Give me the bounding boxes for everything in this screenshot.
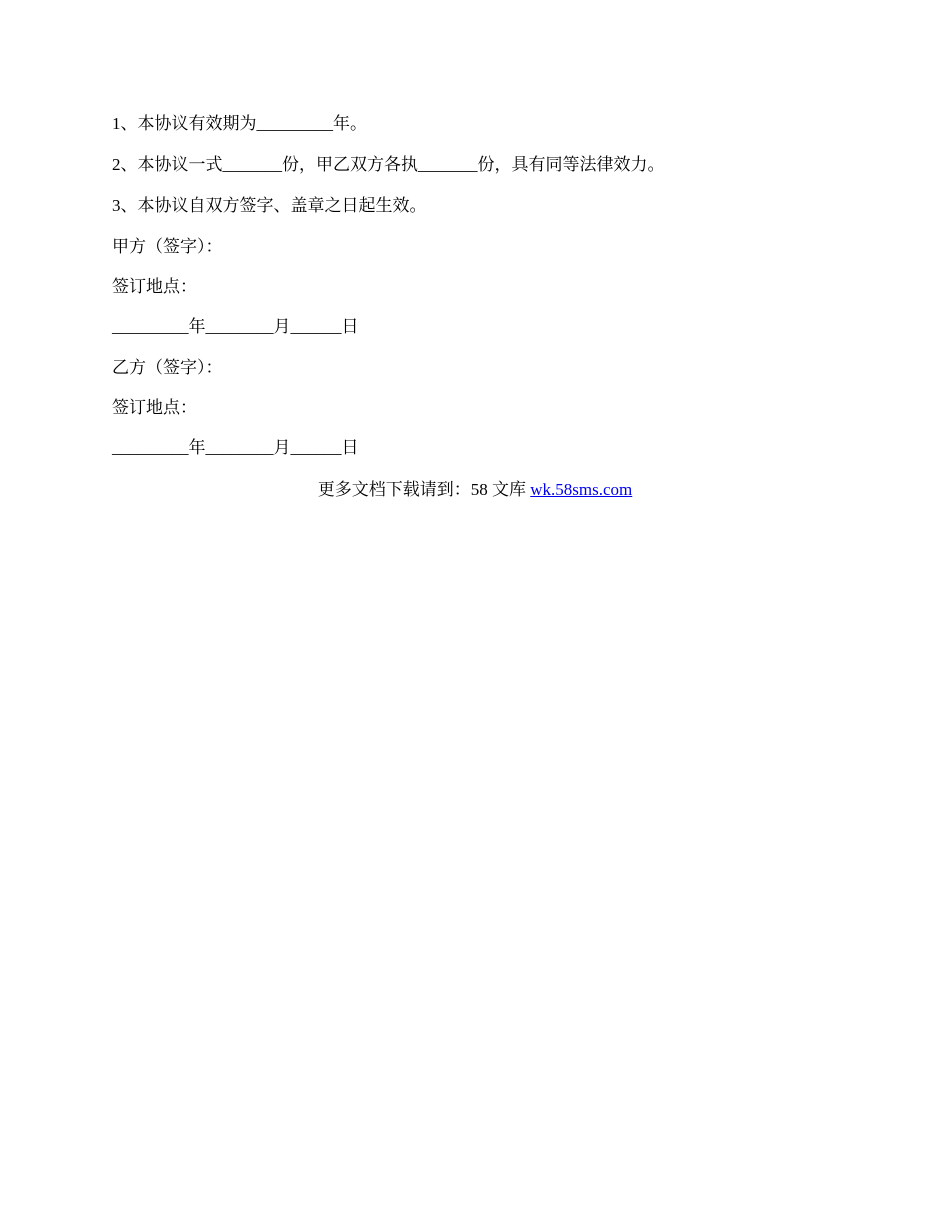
party-b-month-label: 月	[273, 438, 291, 458]
party-a-year-blank: _________	[112, 317, 189, 336]
party-b-place-label: 签订地点：	[112, 398, 197, 418]
clause-2-text: 本协议一式	[137, 155, 223, 175]
clause-2-number: 2、	[112, 155, 138, 174]
party-a-year-label: 年	[188, 317, 206, 337]
party-b-month-blank: ________	[205, 438, 274, 457]
footer	[0, 478, 950, 502]
clause-3-number: 3、	[112, 196, 138, 215]
party-a-date	[112, 315, 359, 339]
clause-2-blank-each: _______	[418, 155, 478, 174]
clause-2-middle: 份，甲乙双方各执	[282, 155, 418, 175]
party-b-day-label: 日	[341, 438, 359, 458]
clause-2-suffix: 份，具有同等法律效力。	[477, 155, 665, 175]
party-b-date	[112, 436, 359, 460]
party-b-year-blank: _________	[112, 438, 189, 457]
clause-2	[112, 153, 665, 177]
party-a-place-label: 签订地点：	[112, 277, 197, 297]
footer-site-name: 58 文库	[470, 480, 531, 499]
clause-3	[112, 194, 427, 218]
clause-1	[112, 112, 367, 136]
party-a-month-label: 月	[273, 317, 291, 337]
party-a-signature-label: 甲方（签字）：	[112, 237, 223, 257]
clause-1-suffix: 年。	[333, 114, 367, 134]
party-b-day-blank: ______	[290, 438, 342, 457]
clause-1-blank: _________	[256, 114, 333, 133]
footer-text: 更多文档下载请到：	[317, 480, 471, 500]
party-a-month-blank: ________	[205, 317, 274, 336]
party-a-day-blank: ______	[290, 317, 342, 336]
party-a-day-label: 日	[341, 317, 359, 337]
clause-3-text: 本协议自双方签字、盖章之日起生效。	[137, 196, 427, 216]
clause-1-number: 1、	[112, 114, 138, 133]
footer-site-link[interactable]: wk.58sms.com	[530, 480, 633, 499]
party-b-signature-label: 乙方（签字）：	[112, 358, 223, 378]
clause-2-blank-copies: _______	[222, 155, 282, 174]
party-b-year-label: 年	[188, 438, 206, 458]
clause-1-text: 本协议有效期为	[137, 114, 257, 134]
